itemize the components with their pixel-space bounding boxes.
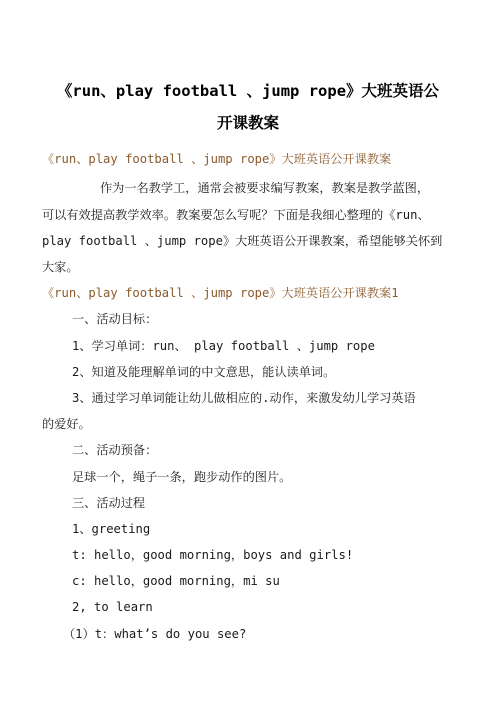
step-1: 1、greeting xyxy=(72,522,151,536)
goal-3-line-1: 3、通过学习单词能让幼儿做相应的.动作，来激发幼儿学习英语 xyxy=(72,391,416,405)
document-subtitle: 《run、play football 、jump rope》大班英语公开课教案 xyxy=(42,152,392,166)
intro-line-1: 作为一名教学工，通常会被要求编写教案，教案是教学蓝图， xyxy=(100,181,430,195)
document-title-line-2: 开课教案 xyxy=(216,114,279,132)
intro-line-2: 可以有效提高教学效率。教案要怎么写呢？下面是我细心整理的《run、 xyxy=(42,208,430,222)
teacher-line: t: hello，good morning，boys and girls! xyxy=(72,548,354,562)
document-title-line-1: 《run、play football 、jump rope》大班英语公 xyxy=(56,82,440,100)
section-heading: 《run、play football 、jump rope》大班英语公开课教案1 xyxy=(42,286,399,300)
goal-1: 1、学习单词：run、 play football 、jump rope xyxy=(72,339,375,353)
prep-text: 足球一个，绳子一条，跑步动作的图片。 xyxy=(72,470,292,484)
step-2: 2, to learn xyxy=(72,600,153,614)
children-line: c: hello，good morning，mi su xyxy=(72,574,280,588)
question-1: （1）t：what’s do you see? xyxy=(63,627,247,641)
intro-line-3: play football 、jump rope》大班英语公开课教案，希望能够关怀到 xyxy=(42,234,443,248)
prep-heading: 二、活动预备： xyxy=(72,443,158,457)
process-heading: 三、活动过程 xyxy=(72,496,146,510)
goal-2: 2、知道及能理解单词的中文意思，能认读单词。 xyxy=(72,365,336,379)
goals-heading: 一、活动目标： xyxy=(72,312,158,326)
intro-line-4: 大家。 xyxy=(42,260,79,274)
goal-3-line-2: 的爱好。 xyxy=(42,417,91,431)
